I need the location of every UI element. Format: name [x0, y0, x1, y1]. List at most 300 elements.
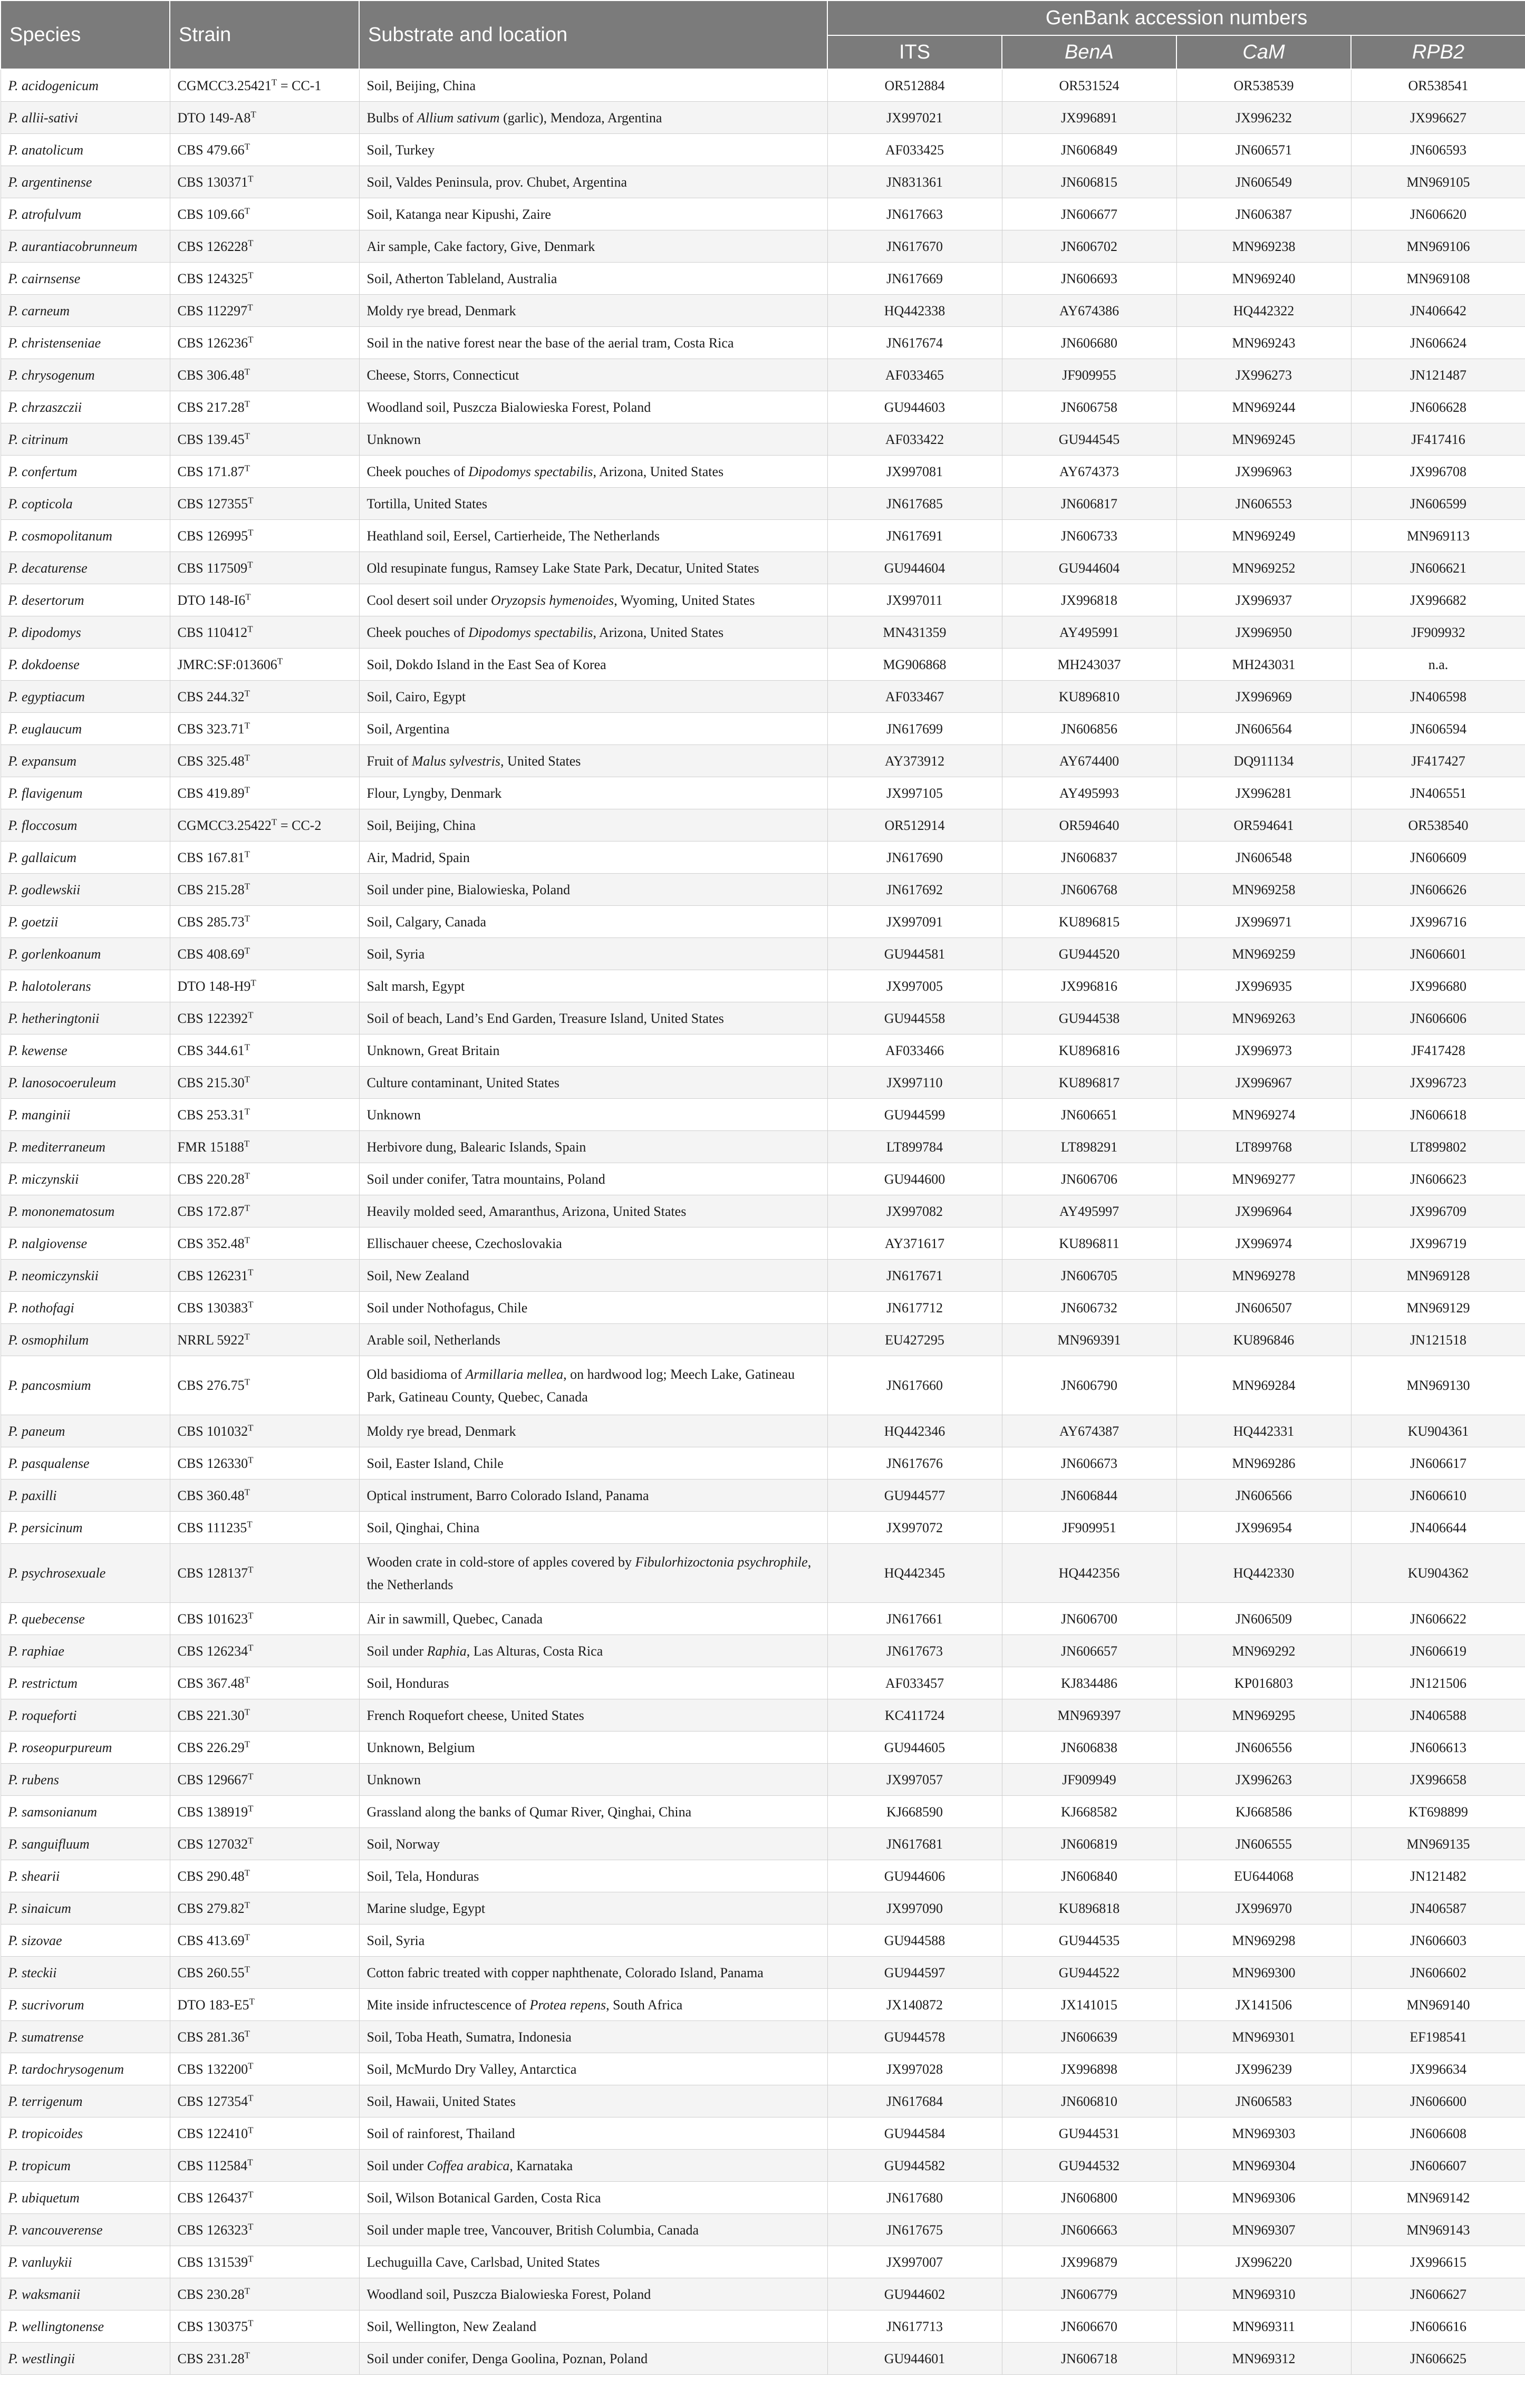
- bena-cell: GU944545: [1002, 423, 1176, 456]
- strain-code: CBS 110412: [177, 624, 248, 640]
- strain-cell: [170, 809, 359, 842]
- type-marker: T: [244, 913, 250, 923]
- strain-cell: [170, 1099, 359, 1131]
- strain-cell: [170, 2053, 359, 2085]
- table-row: [1, 134, 1525, 166]
- substrate-text: Malus sylvestris: [411, 753, 500, 769]
- type-marker: T: [247, 623, 253, 634]
- species-cell: P. euglaucum: [1, 713, 170, 745]
- type-marker: T: [250, 977, 256, 988]
- its-cell: OR512884: [827, 69, 1002, 102]
- substrate-text: Soil, Cairo, Egypt: [366, 689, 466, 704]
- strain-code: CBS 352.48: [177, 1235, 245, 1251]
- rpb2-cell: JF417427: [1351, 745, 1525, 777]
- cam-cell: JX996954: [1176, 1512, 1351, 1544]
- strain-code: CBS 172.87: [177, 1203, 245, 1219]
- bena-cell: AY674373: [1002, 456, 1176, 488]
- rpb2-cell: JN406551: [1351, 777, 1525, 809]
- species-cell: P. goetzii: [1, 906, 170, 938]
- substrate-text: Grassland along the banks of Qumar River, Qinghai, China: [366, 1804, 692, 1820]
- substrate-cell: [359, 359, 827, 391]
- table-row: [1, 2246, 1525, 2278]
- type-marker: T: [271, 816, 277, 827]
- bena-cell: JN606657: [1002, 1635, 1176, 1667]
- strain-code: CBS 344.61: [177, 1042, 245, 1058]
- bena-cell: JF909955: [1002, 359, 1176, 391]
- substrate-cell: [359, 456, 827, 488]
- substrate-text: Soil, Easter Island, Chile: [366, 1455, 504, 1471]
- substrate-cell: [359, 616, 827, 649]
- table-row: [1, 230, 1525, 263]
- substrate-text: Moldy rye bread, Denmark: [366, 303, 516, 318]
- its-cell: JN831361: [827, 166, 1002, 198]
- species-cell: P. wellingtonense: [1, 2310, 170, 2343]
- strain-code: CBS 127354: [177, 2093, 248, 2109]
- substrate-text: Soil, Tela, Honduras: [366, 1868, 479, 1884]
- substrate-cell: [359, 1544, 827, 1603]
- substrate-text: Soil, New Zealand: [366, 1268, 469, 1283]
- strain-cell: [170, 1764, 359, 1796]
- species-cell: P. vancouverense: [1, 2214, 170, 2246]
- type-marker: T: [271, 76, 277, 87]
- strain-code: CBS 129667: [177, 1772, 248, 1787]
- type-marker: T: [244, 1138, 250, 1148]
- bena-cell: JN606733: [1002, 520, 1176, 552]
- bena-cell: JF909951: [1002, 1512, 1176, 1544]
- substrate-text: Cool desert soil under: [366, 592, 491, 608]
- bena-cell: GU944535: [1002, 1925, 1176, 1957]
- substrate-text: Soil under conifer, Denga Goolina, Poznan, Poland: [366, 2351, 648, 2366]
- type-marker: T: [249, 1996, 255, 2006]
- bena-cell: JX996891: [1002, 102, 1176, 134]
- type-marker: T: [244, 141, 250, 151]
- strain-cell: [170, 1163, 359, 1195]
- substrate-cell: [359, 2150, 827, 2182]
- strain-cell: [170, 166, 359, 198]
- species-cell: P. sizovae: [1, 1925, 170, 1957]
- species-cell: P. rubens: [1, 1764, 170, 1796]
- strain-cell: [170, 2117, 359, 2150]
- rpb2-cell: JX996716: [1351, 906, 1525, 938]
- strain-cell: [170, 649, 359, 681]
- strain-code: CBS 367.48: [177, 1675, 245, 1691]
- its-cell: JX997091: [827, 906, 1002, 938]
- substrate-cell: [359, 1034, 827, 1067]
- cam-cell: MN969311: [1176, 2310, 1351, 2343]
- its-cell: HQ442345: [827, 1544, 1002, 1603]
- strain-cell: [170, 1635, 359, 1667]
- species-cell: P. anatolicum: [1, 134, 170, 166]
- substrate-text: Culture contaminant, United States: [366, 1075, 559, 1090]
- bena-cell: JN606673: [1002, 1447, 1176, 1479]
- cam-cell: JX996937: [1176, 584, 1351, 616]
- bena-cell: AY674386: [1002, 295, 1176, 327]
- cam-cell: MN969300: [1176, 1957, 1351, 1989]
- table-row: [1, 649, 1525, 681]
- its-cell: JN617661: [827, 1603, 1002, 1635]
- its-cell: GU944597: [827, 1957, 1002, 1989]
- strain-cell: [170, 295, 359, 327]
- its-cell: GU944602: [827, 2278, 1002, 2310]
- strain-code: CBS 126330: [177, 1455, 248, 1471]
- rpb2-cell: JN121487: [1351, 359, 1525, 391]
- table-row: [1, 1292, 1525, 1324]
- type-marker: T: [244, 784, 250, 795]
- species-cell: P. sinaicum: [1, 1892, 170, 1925]
- rpb2-cell: JN606627: [1351, 2278, 1525, 2310]
- substrate-cell: [359, 391, 827, 423]
- its-cell: JX997028: [827, 2053, 1002, 2085]
- strain-code: CGMCC3.25421: [177, 78, 272, 93]
- cam-cell: MN969244: [1176, 391, 1351, 423]
- substrate-text: Soil in the native forest near the base of the aerial tram, Costa Rica: [366, 335, 734, 351]
- substrate-cell: [359, 1479, 827, 1512]
- its-cell: JN617684: [827, 2085, 1002, 2117]
- strain-code: CBS 124325: [177, 270, 248, 286]
- substrate-cell: [359, 1892, 827, 1925]
- rpb2-cell: JN606621: [1351, 552, 1525, 584]
- substrate-cell: [359, 230, 827, 263]
- strain-code: JMRC:SF:013606: [177, 656, 277, 672]
- bena-cell: JN606700: [1002, 1603, 1176, 1635]
- type-marker: T: [248, 1835, 254, 1845]
- its-cell: JN617690: [827, 842, 1002, 874]
- table-row: [1, 1764, 1525, 1796]
- table-row: [1, 1034, 1525, 1067]
- species-cell: P. expansum: [1, 745, 170, 777]
- rpb2-cell: OR538540: [1351, 809, 1525, 842]
- substrate-cell: [359, 1957, 827, 1989]
- its-cell: JX140872: [827, 1989, 1002, 2021]
- substrate-text: Soil, Toba Heath, Sumatra, Indonesia: [366, 2029, 572, 2045]
- substrate-cell: [359, 552, 827, 584]
- type-marker: T: [244, 462, 250, 473]
- bena-cell: JN606800: [1002, 2182, 1176, 2214]
- strain-cell: [170, 1447, 359, 1479]
- rpb2-cell: JX996680: [1351, 970, 1525, 1002]
- cam-cell: MN969295: [1176, 1699, 1351, 1732]
- rpb2-cell: MN969135: [1351, 1828, 1525, 1860]
- substrate-text: Oryzopsis hymenoides: [490, 592, 614, 608]
- strain-cell: [170, 198, 359, 230]
- bena-cell: JX996879: [1002, 2246, 1176, 2278]
- strain-code: CBS 171.87: [177, 463, 245, 479]
- table-row: [1, 1324, 1525, 1356]
- type-marker: T: [244, 881, 250, 891]
- strain-cell: [170, 263, 359, 295]
- table-row: [1, 1925, 1525, 1957]
- strain-code: CBS 130383: [177, 1300, 248, 1316]
- its-cell: JN617673: [827, 1635, 1002, 1667]
- bena-cell: OR594640: [1002, 809, 1176, 842]
- strain-code: CBS 126437: [177, 2190, 248, 2206]
- species-cell: P. chrzaszczii: [1, 391, 170, 423]
- species-cell: P. cosmopolitanum: [1, 520, 170, 552]
- rpb2-cell: JN121518: [1351, 1324, 1525, 1356]
- strain-cell: [170, 1131, 359, 1163]
- rpb2-cell: JX996708: [1351, 456, 1525, 488]
- rpb2-cell: n.a.: [1351, 649, 1525, 681]
- strain-cell: [170, 1512, 359, 1544]
- substrate-text: Soil, Valdes Peninsula, prov. Chubet, Argentina: [366, 174, 627, 190]
- substrate-text: Salt marsh, Egypt: [366, 978, 465, 994]
- strain-cell: [170, 681, 359, 713]
- its-cell: KJ668590: [827, 1796, 1002, 1828]
- rpb2-cell: JN606594: [1351, 713, 1525, 745]
- rpb2-cell: JX996627: [1351, 102, 1525, 134]
- its-cell: MG906868: [827, 649, 1002, 681]
- substrate-cell: [359, 1447, 827, 1479]
- bena-cell: JN606810: [1002, 2085, 1176, 2117]
- bena-cell: JN606838: [1002, 1732, 1176, 1764]
- bena-cell: OR531524: [1002, 69, 1176, 102]
- substrate-cell: [359, 488, 827, 520]
- species-cell: P. quebecense: [1, 1603, 170, 1635]
- species-cell: P. lanosocoeruleum: [1, 1067, 170, 1099]
- strain-code: CBS 220.28: [177, 1171, 245, 1187]
- strain-code: CBS 109.66: [177, 206, 245, 222]
- table-row: [1, 166, 1525, 198]
- bena-cell: HQ442356: [1002, 1544, 1176, 1603]
- strain-code: CBS 279.82: [177, 1900, 245, 1916]
- rpb2-cell: JN606607: [1351, 2150, 1525, 2182]
- substrate-text: Soil, McMurdo Dry Valley, Antarctica: [366, 2061, 577, 2077]
- table-row: [1, 1227, 1525, 1260]
- type-marker: T: [244, 720, 250, 730]
- substrate-cell: [359, 1260, 827, 1292]
- rpb2-cell: MN969140: [1351, 1989, 1525, 2021]
- strain-cell: [170, 1479, 359, 1512]
- substrate-text: Lechuguilla Cave, Carlsbad, United States: [366, 2254, 600, 2270]
- type-marker: T: [248, 1422, 254, 1433]
- strain-code: CBS 122392: [177, 1010, 248, 1026]
- rpb2-cell: JF417416: [1351, 423, 1525, 456]
- strain-code: CBS 215.30: [177, 1075, 245, 1090]
- its-cell: AF033467: [827, 681, 1002, 713]
- substrate-cell: [359, 906, 827, 938]
- table-row: [1, 2310, 1525, 2343]
- cam-cell: MN969277: [1176, 1163, 1351, 1195]
- type-marker: T: [244, 1234, 250, 1245]
- species-cell: P. ubiquetum: [1, 2182, 170, 2214]
- species-cell: P. sanguifluum: [1, 1828, 170, 1860]
- substrate-cell: [359, 1195, 827, 1227]
- table-row: [1, 1667, 1525, 1699]
- type-marker: T: [248, 1266, 254, 1277]
- bena-cell: MH243037: [1002, 649, 1176, 681]
- species-cell: P. mediterraneum: [1, 1131, 170, 1163]
- its-cell: JN617680: [827, 2182, 1002, 2214]
- its-cell: JN617692: [827, 874, 1002, 906]
- type-marker: T: [244, 2285, 250, 2296]
- table-row: [1, 713, 1525, 745]
- substrate-text: Unknown, Great Britain: [366, 1042, 500, 1058]
- cam-cell: MN969304: [1176, 2150, 1351, 2182]
- rpb2-cell: MN969130: [1351, 1356, 1525, 1415]
- rpb2-cell: JN606622: [1351, 1603, 1525, 1635]
- type-marker: T: [244, 1931, 250, 1942]
- type-marker: T: [244, 1899, 250, 1910]
- species-cell: P. tardochrysogenum: [1, 2053, 170, 2085]
- cam-cell: JX996950: [1176, 616, 1351, 649]
- substrate-text: Soil, Turkey: [366, 142, 435, 158]
- cam-cell: MN969259: [1176, 938, 1351, 970]
- rpb2-cell: JN606613: [1351, 1732, 1525, 1764]
- rpb2-cell: JN606593: [1351, 134, 1525, 166]
- table-row: [1, 2182, 1525, 2214]
- strain-code: CGMCC3.25422: [177, 817, 272, 833]
- table-row: [1, 616, 1525, 649]
- strain-code: CBS 325.48: [177, 753, 245, 769]
- bena-cell: MN969397: [1002, 1699, 1176, 1732]
- header-cam: CaM: [1176, 35, 1351, 69]
- cam-cell: JN606571: [1176, 134, 1351, 166]
- rpb2-cell: JN606610: [1351, 1479, 1525, 1512]
- bena-cell: JN606677: [1002, 198, 1176, 230]
- strain-code: CBS 127355: [177, 496, 248, 511]
- substrate-text: Soil, Hawaii, United States: [366, 2093, 516, 2109]
- strain-cell: [170, 69, 359, 102]
- strain-code: CBS 244.32: [177, 689, 245, 704]
- bena-cell: JN606670: [1002, 2310, 1176, 2343]
- substrate-cell: [359, 2214, 827, 2246]
- species-cell: P. dokdoense: [1, 649, 170, 681]
- substrate-text: Bulbs of: [366, 110, 417, 125]
- cam-cell: MN969310: [1176, 2278, 1351, 2310]
- bena-cell: JN606705: [1002, 1260, 1176, 1292]
- strain-code: CBS 139.45: [177, 431, 245, 447]
- type-marker: T: [247, 302, 253, 312]
- strain-code: DTO 148-I6: [177, 592, 246, 608]
- its-cell: AF033422: [827, 423, 1002, 456]
- type-marker: T: [248, 1803, 254, 1813]
- type-marker: T: [248, 1610, 254, 1620]
- species-cell: P. samsonianum: [1, 1796, 170, 1828]
- cam-cell: JN606564: [1176, 713, 1351, 745]
- type-marker: T: [244, 1738, 250, 1749]
- bena-cell: JX996898: [1002, 2053, 1176, 2085]
- substrate-text: , South Africa: [606, 1997, 683, 2013]
- substrate-text: Cheek pouches of: [366, 624, 469, 640]
- cam-cell: KP016803: [1176, 1667, 1351, 1699]
- type-marker: T: [248, 495, 254, 505]
- species-cell: P. manginii: [1, 1099, 170, 1131]
- strain-cell: [170, 1292, 359, 1324]
- cam-cell: MN969252: [1176, 552, 1351, 584]
- species-cell: P. aurantiacobrunneum: [1, 230, 170, 263]
- species-cell: P. pancosmium: [1, 1356, 170, 1415]
- substrate-cell: [359, 295, 827, 327]
- substrate-text: Dipodomys spectabilis: [468, 463, 593, 479]
- substrate-text: Herbivore dung, Balearic Islands, Spain: [366, 1139, 586, 1155]
- substrate-text: (garlic), Mendoza, Argentina: [499, 110, 662, 125]
- species-cell: P. persicinum: [1, 1512, 170, 1544]
- its-cell: OR512914: [827, 809, 1002, 842]
- substrate-text: , Karnataka: [509, 2158, 573, 2173]
- strain-code: CBS 226.29: [177, 1739, 245, 1755]
- type-marker: T: [248, 1454, 254, 1465]
- strain-cell: [170, 938, 359, 970]
- substrate-cell: [359, 681, 827, 713]
- its-cell: AF033425: [827, 134, 1002, 166]
- species-cell: P. copticola: [1, 488, 170, 520]
- type-marker: T: [244, 752, 250, 762]
- strain-cell: [170, 2214, 359, 2246]
- rpb2-cell: JN406598: [1351, 681, 1525, 713]
- table-row: [1, 488, 1525, 520]
- table-row: [1, 906, 1525, 938]
- substrate-text: Soil under: [366, 2158, 427, 2173]
- table-row: [1, 809, 1525, 842]
- substrate-text: Soil, Qinghai, China: [366, 1520, 480, 1535]
- rpb2-cell: JF909932: [1351, 616, 1525, 649]
- its-cell: GU944600: [827, 1163, 1002, 1195]
- its-cell: JN617674: [827, 327, 1002, 359]
- its-cell: JX997011: [827, 584, 1002, 616]
- strain-code: CBS 281.36: [177, 2029, 245, 2045]
- table-row: [1, 391, 1525, 423]
- species-cell: P. acidogenicum: [1, 69, 170, 102]
- substrate-cell: [359, 745, 827, 777]
- strain-cell: [170, 520, 359, 552]
- type-marker: T: [245, 591, 251, 602]
- substrate-text: Soil, Beijing, China: [366, 78, 476, 93]
- substrate-cell: [359, 2021, 827, 2053]
- table-row: [1, 1635, 1525, 1667]
- bena-cell: JN606819: [1002, 1828, 1176, 1860]
- strain-code: CBS 285.73: [177, 914, 245, 930]
- its-cell: AY371617: [827, 1227, 1002, 1260]
- cam-cell: EU644068: [1176, 1860, 1351, 1892]
- cam-cell: JX996281: [1176, 777, 1351, 809]
- its-cell: JX997082: [827, 1195, 1002, 1227]
- cam-cell: JN606509: [1176, 1603, 1351, 1635]
- table-row: [1, 1957, 1525, 1989]
- cam-cell: MN969278: [1176, 1260, 1351, 1292]
- cam-cell: JX996935: [1176, 970, 1351, 1002]
- its-cell: GU944581: [827, 938, 1002, 970]
- cam-cell: JN606548: [1176, 842, 1351, 874]
- species-cell: P. westlingii: [1, 2343, 170, 2375]
- rpb2-cell: JN121506: [1351, 1667, 1525, 1699]
- cam-cell: JX996963: [1176, 456, 1351, 488]
- rpb2-cell: JX996658: [1351, 1764, 1525, 1796]
- species-cell: P. carneum: [1, 295, 170, 327]
- species-cell: P. tropicoides: [1, 2117, 170, 2150]
- strain-code: CBS 260.55: [177, 1965, 245, 1980]
- species-cell: P. restrictum: [1, 1667, 170, 1699]
- substrate-text: Unknown: [366, 1107, 421, 1123]
- type-marker: T: [244, 1041, 250, 1052]
- bena-cell: AY495997: [1002, 1195, 1176, 1227]
- rpb2-cell: JN406644: [1351, 1512, 1525, 1544]
- table-row: [1, 777, 1525, 809]
- species-cell: P. citrinum: [1, 423, 170, 456]
- bena-cell: JF909949: [1002, 1764, 1176, 1796]
- substrate-text: Arable soil, Netherlands: [366, 1332, 500, 1348]
- rpb2-cell: JN606601: [1351, 938, 1525, 970]
- type-marker: T: [248, 173, 254, 183]
- cam-cell: JX996973: [1176, 1034, 1351, 1067]
- its-cell: AY373912: [827, 745, 1002, 777]
- bena-cell: JN606702: [1002, 230, 1176, 263]
- type-marker: T: [250, 109, 256, 119]
- strain-cell: [170, 1324, 359, 1356]
- bena-cell: JN606732: [1002, 1292, 1176, 1324]
- strain-cell: [170, 327, 359, 359]
- strain-cell: [170, 1699, 359, 1732]
- strain-cell: [170, 423, 359, 456]
